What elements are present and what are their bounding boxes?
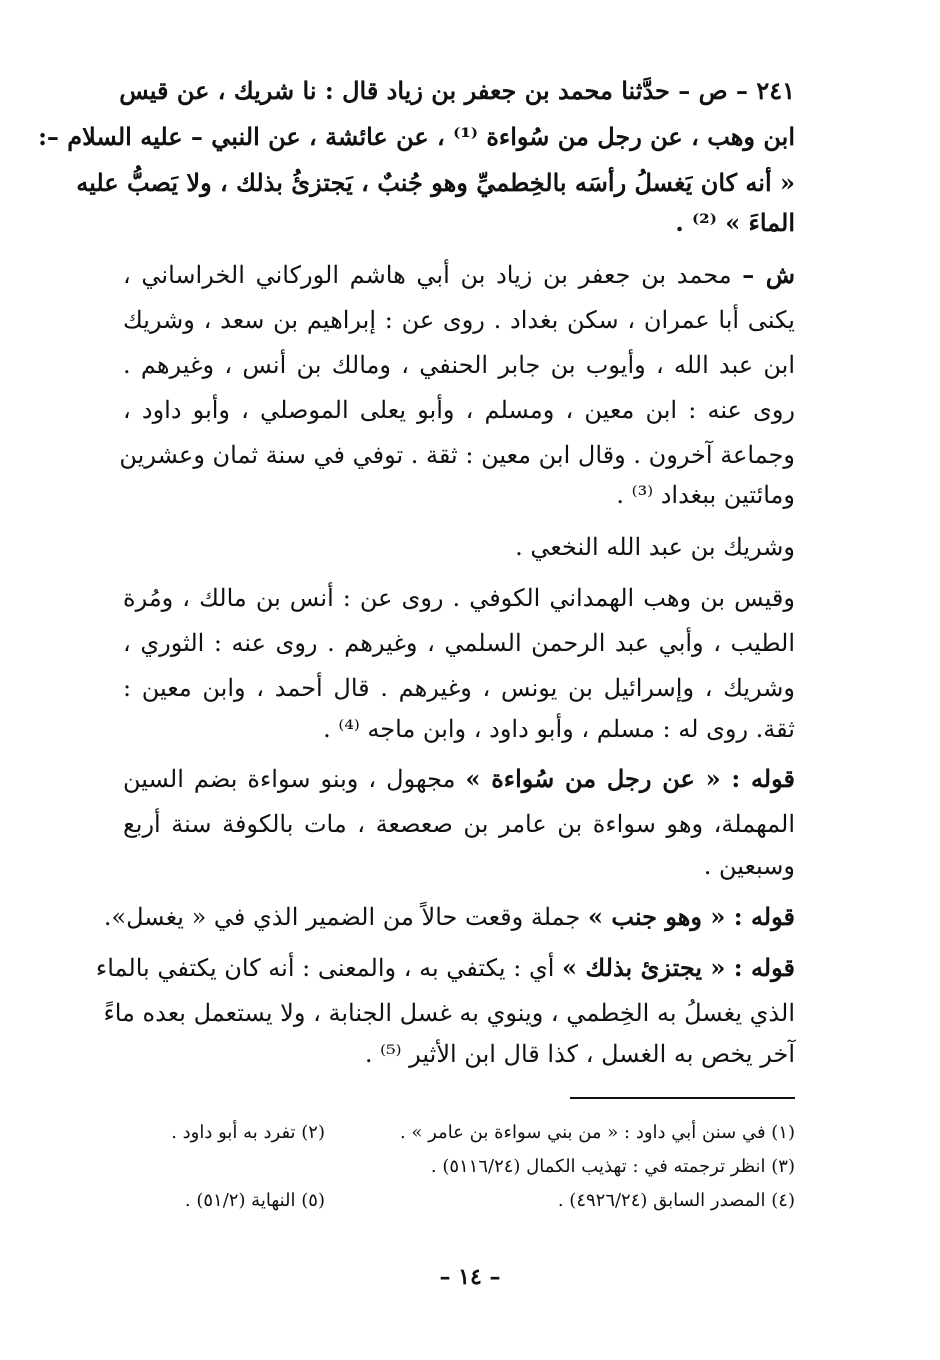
footnote-2: (٢) تفرد به أبو داود . bbox=[171, 1122, 325, 1143]
sharh-p1-line-3: ابن عبد الله ، وأيوب بن جابر الحنفي ، ومالك بن أنس ، وغيرهم . bbox=[123, 351, 795, 379]
sharh-p4-line-2: المهملة، وهو سواءة بن عامر بن صعصعة ، مات بالكوفة سنة أربع bbox=[123, 810, 795, 838]
sharh-p4-line-1-text: مجهول ، وبنو سواءة بضم السين bbox=[123, 765, 456, 793]
hadith-line-1: ٢٤١ – ص – حدَّثنا محمد بن جعفر بن زياد قال : نا شريك ، عن قيس bbox=[119, 76, 795, 105]
page-number: – ١٤ – bbox=[439, 1264, 501, 1290]
sharh-p3-line-4: ثقة. روى له : مسلم ، وأبو داود ، وابن ماجه ⁽⁴⁾ . bbox=[323, 715, 795, 743]
footnote-4: (٤) المصدر السابق (٤٩٢٦/٢٤) . bbox=[557, 1190, 795, 1211]
sharh-p4-line-1 bbox=[123, 756, 795, 802]
sharh-p1-line-6: ومائتين ببغداد ⁽³⁾ . bbox=[616, 481, 795, 509]
sharh-p2: وشريك بن عبد الله النخعي . bbox=[515, 533, 795, 561]
sharh-p5 bbox=[103, 894, 795, 940]
footnote-divider bbox=[570, 1097, 795, 1099]
sharh-lead: ش – bbox=[742, 260, 795, 289]
sharh-p5-text: جملة وقعت حالاً من الضمير الذي في « يغسل». bbox=[103, 903, 581, 931]
sharh-p3-line-2: الطيب ، وأبي عبد الرحمن السلمي ، وغيرهم . روى عنه : الثوري ، bbox=[123, 629, 795, 657]
sharh-p4-lead: قوله : « عن رجل من سُواءة » bbox=[465, 764, 795, 793]
sharh-p1-line-1 bbox=[123, 252, 795, 298]
footnote-1: (١) في سنن أبي داود : « من بني سواءة بن عامر » . bbox=[399, 1122, 795, 1143]
hadith-line-4: الماءَ » ⁽²⁾ . bbox=[675, 208, 795, 237]
footnote-5: (٥) النهاية (٥١/٢) . bbox=[184, 1190, 325, 1211]
sharh-p6-lead: قوله : « يجتزئ بذلك » bbox=[562, 953, 795, 982]
sharh-p3-line-3: وشريك ، وإسرائيل بن يونس ، وغيرهم . قال أحمد ، وابن معين : bbox=[123, 674, 795, 702]
sharh-p5-lead: قوله : « وهو جنب » bbox=[588, 902, 795, 931]
sharh-p6-line-1-text: أي : يكتفي به ، والمعنى : أنه كان يكتفي بالماء bbox=[95, 954, 555, 982]
hadith-line-2: ابن وهب ، عن رجل من سُواءة ⁽¹⁾ ، عن عائشة ، عن النبي – عليه السلام –: bbox=[38, 122, 795, 151]
sharh-p6-line-3: آخر يخص به الغسل ، كذا قال ابن الأثير ⁽⁵⁾ . bbox=[364, 1040, 795, 1068]
sharh-p1-line-1-text: محمد بن جعفر بن زياد بن أبي هاشم الوركاني الخراساني ، bbox=[123, 261, 732, 289]
sharh-p1-line-2: يكنى أبا عمران ، سكن بغداد . روى عن : إبراهيم بن سعد ، وشريك bbox=[123, 306, 795, 334]
hadith-line-3: « أنه كان يَغسلُ رأسَه بالخِطميِّ وهو جُنبٌ ، يَجتزئُ بذلك ، ولا يَصبُّ عليه bbox=[76, 168, 795, 197]
sharh-p4-line-3: وسبعين . bbox=[703, 852, 795, 880]
footnote-3: (٣) انظر ترجمته في : تهذيب الكمال (٥١١٦/٢٤) . bbox=[430, 1156, 795, 1177]
sharh-p6-line-2: الذي يغسلُ به الخِطمي ، وينوي به غسل الجنابة ، ولا يستعمل بعده ماءً bbox=[103, 999, 795, 1027]
sharh-p1-line-4: روى عنه : ابن معين ، ومسلم ، وأبو يعلى الموصلي ، وأبو داود ، bbox=[123, 396, 795, 424]
sharh-p3-line-1: وقيس بن وهب الهمداني الكوفي . روى عن : أنس بن مالك ، ومُرة bbox=[123, 584, 795, 612]
sharh-p1-line-5: وجماعة آخرون . وقال ابن معين : ثقة . توفي في سنة ثمان وعشرين bbox=[119, 441, 795, 469]
sharh-p6-line-1 bbox=[95, 945, 795, 991]
